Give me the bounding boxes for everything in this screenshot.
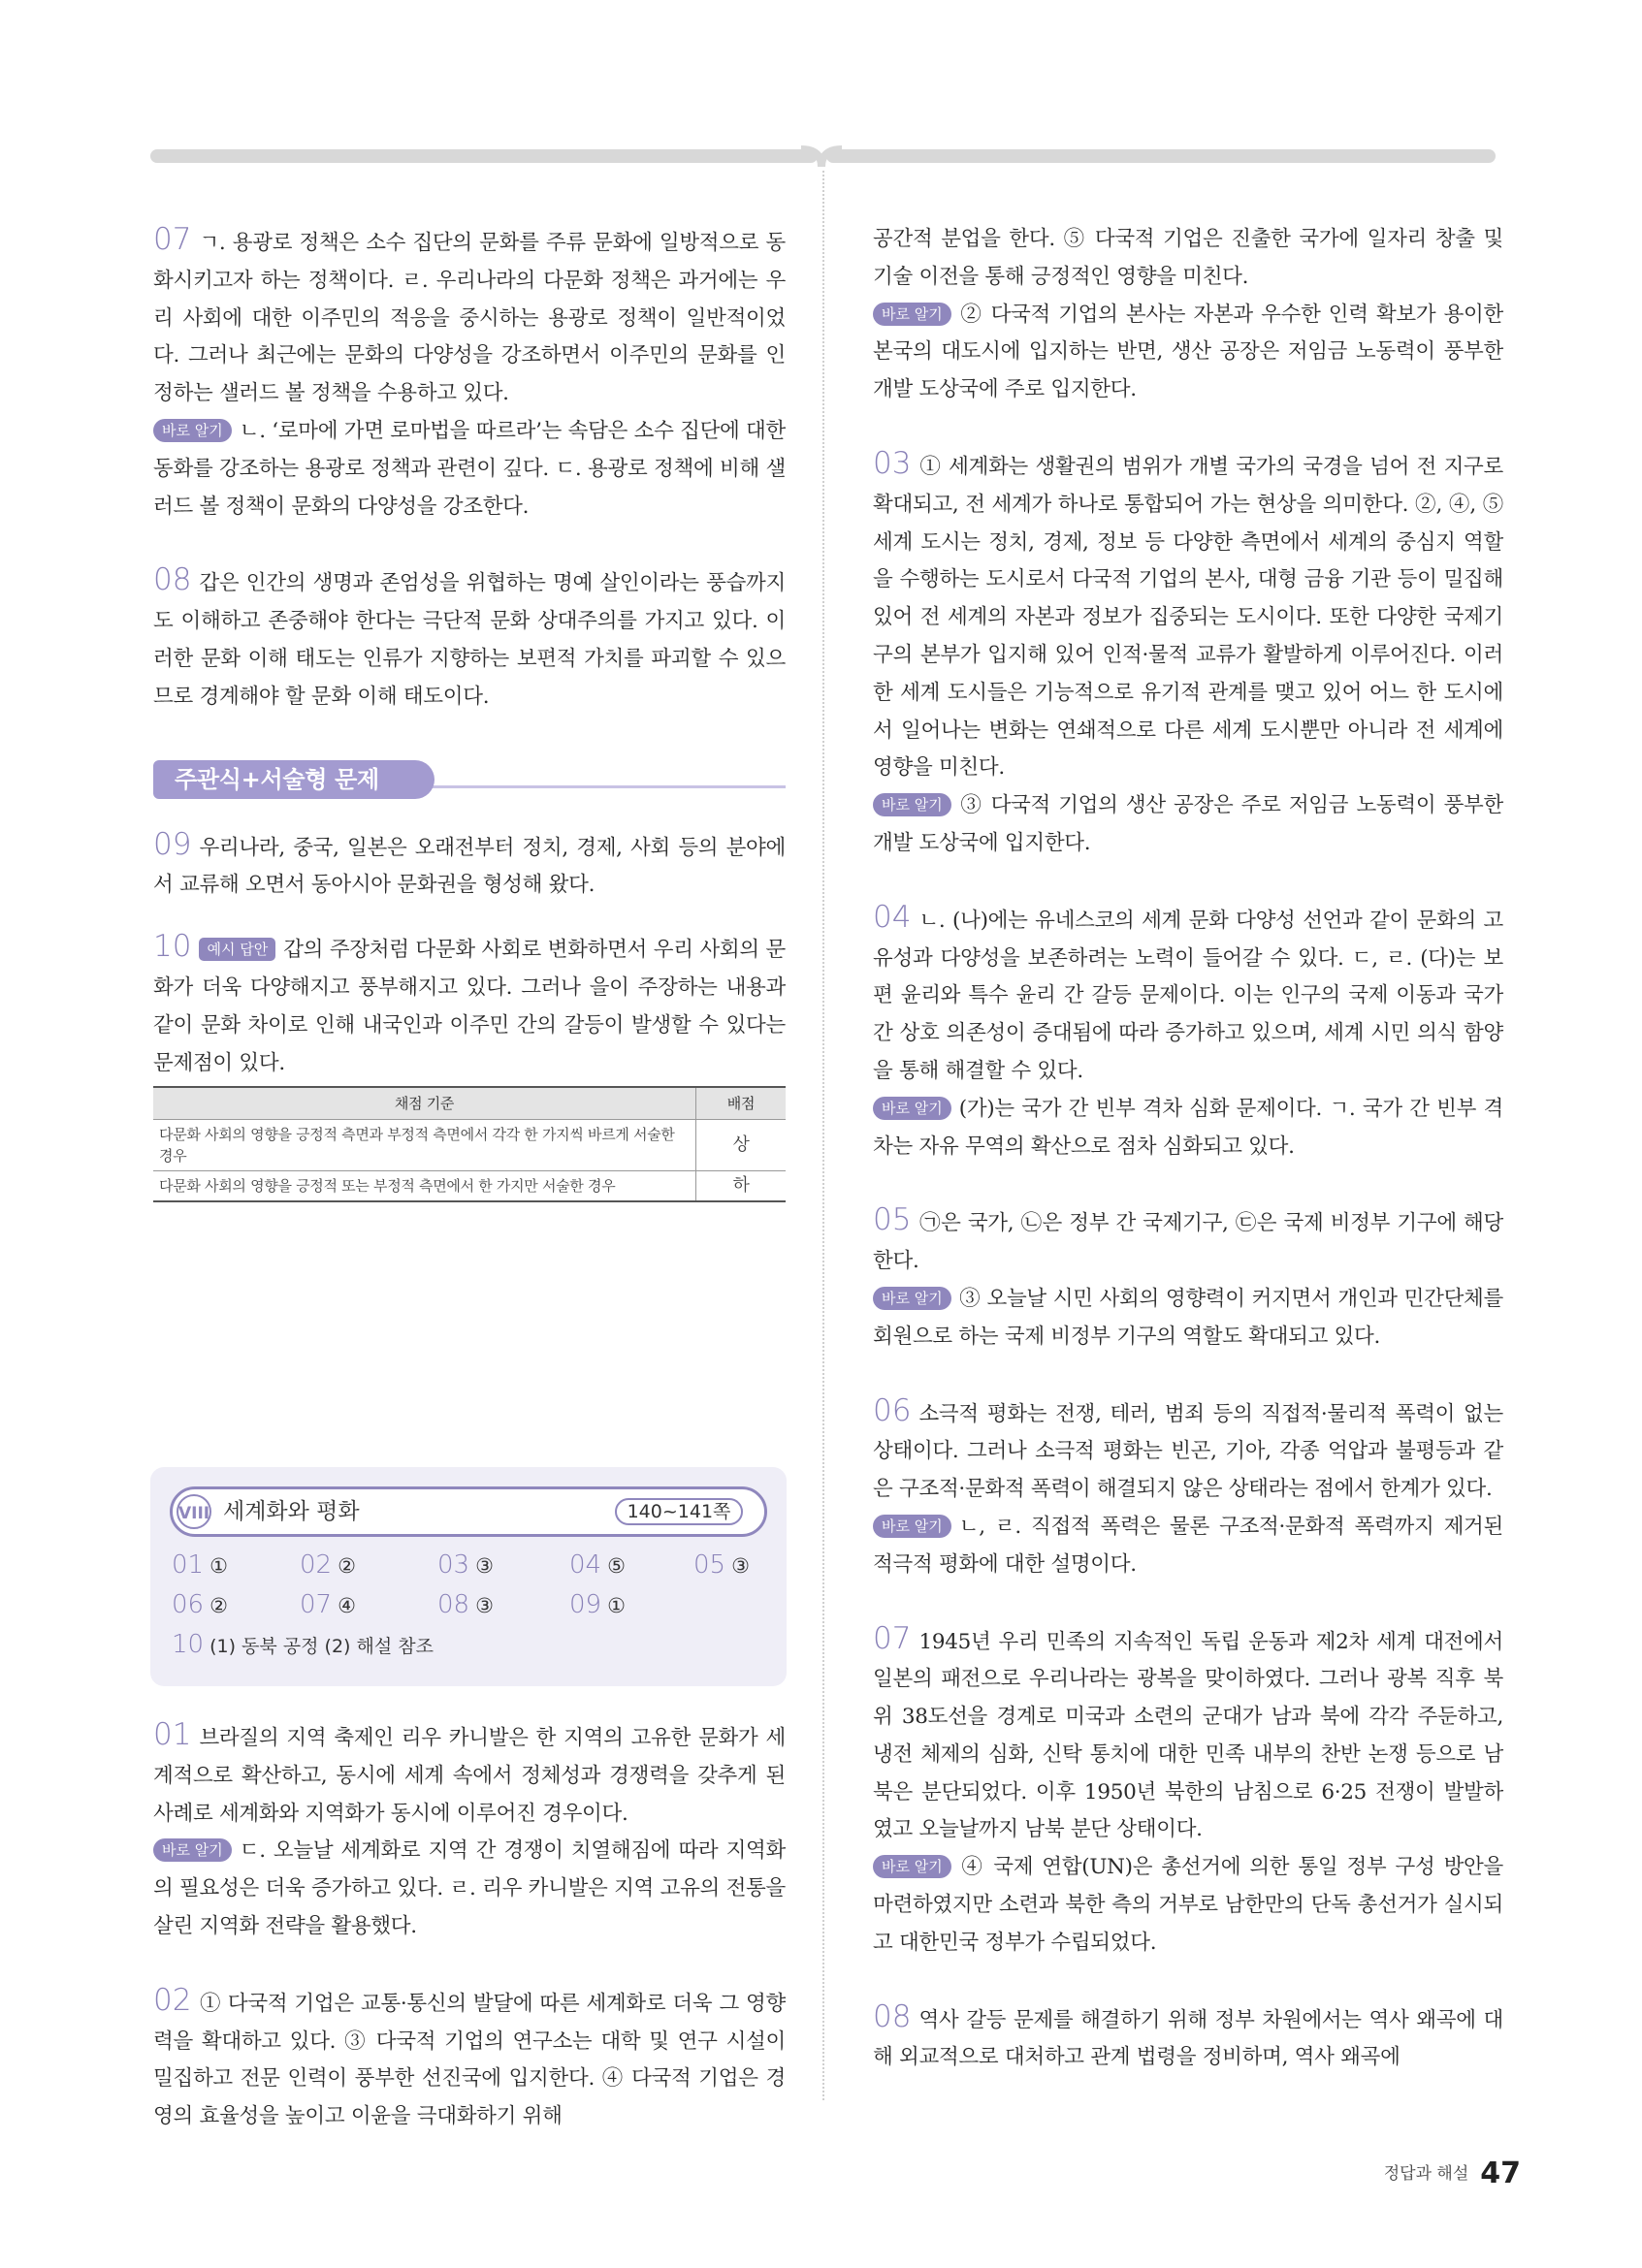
answer-item: 05 ③ — [693, 1550, 750, 1580]
a02-tip — [873, 297, 1503, 409]
a02-tip-text: ② 다국적 기업의 본사는 자본과 우수한 인력 확보가 용이한 본국의 대도시에 입지하는 반면, 생산 공장은 저임금 노동력이 풍부한 개발 도상국에 주로 입지한다. — [873, 302, 1503, 402]
a08-number: 08 — [873, 1998, 912, 2034]
grading-header-criterion: 채점 기준 — [153, 1087, 696, 1120]
a06-tip — [873, 1509, 1503, 1584]
a05-text: ㉠은 국가, ㉡은 정부 간 국제기구, ㉢은 국제 비정부 기구에 해당한다. — [873, 1211, 1503, 1274]
a03-tip-text: ③ 다국적 기업의 생산 공장은 주로 저임금 노동력이 풍부한 개발 도상국에 입지한다. — [873, 793, 1503, 855]
a02-continued — [873, 221, 1503, 297]
answer-item: 03 ③ — [437, 1550, 494, 1580]
a07-tip-badge: 바로 알기 — [873, 1855, 951, 1878]
a01-tip — [153, 1833, 786, 1945]
q07-number: 07 — [153, 222, 192, 257]
a05-tip-badge: 바로 알기 — [873, 1287, 951, 1310]
a01-text: 브라질의 지역 축제인 리우 카니발은 한 지역의 고유한 문화가 세계적으로 확산하고, 동시에 세계 속에서 정체성과 경쟁력을 갖추게 된 사례로 세계화와 지역화가 동시에 이루어진 경우이다. — [153, 1726, 786, 1826]
binding-notch — [801, 145, 842, 169]
page-footer — [1384, 2156, 1521, 2190]
unit-pages: 140~141쪽 — [615, 1498, 743, 1525]
q07-paragraph — [153, 221, 786, 413]
q10-answer-badge: 예시 답안 — [199, 938, 275, 961]
a01-tip-badge: 바로 알기 — [153, 1838, 232, 1862]
grading-grade: 상 — [696, 1120, 787, 1171]
grading-grade: 하 — [696, 1171, 787, 1202]
answer-box-header — [170, 1486, 767, 1537]
a05-tip-text: ③ 오늘날 시민 사회의 영향력이 커지면서 개인과 민간단체를 회원으로 하는 국제 비정부 기구의 역할도 확대되고 있다. — [873, 1286, 1503, 1349]
table-row — [153, 1171, 786, 1202]
top-bar-right — [826, 149, 1496, 163]
answer-item: 07 ④ — [300, 1590, 356, 1619]
a03-text: ① 세계화는 생활권의 범위가 개별 국가의 국경을 넘어 전 지구로 확대되고, 전 세계가 하나로 통합되어 가는 현상을 의미한다. ②, ④, ⑤ 세계 도시는 정치, 경제, 정보 등 다양한 측면에서 세계의 중심지 역할을 수행하는 도시로서 다국적 기업의 본사, 대형 금융 기관 등이 밀집해 있어 전 세계의 자본과 정보가 집중되는 도시이다. 또한 다양한 국제기구의 본부가 입지해 있어 인적·물적 교류가 활발하게 이루어진다. 이러한 세계 도시들은 기능적으로 유기적 관계를 맺고 있어 어느 한 도시에서 일어나는 변화는 연쇄적으로 다른 세계 도시뿐만 아니라 전 세계에 영향을 미친다. — [873, 454, 1503, 781]
a06-tip-badge: 바로 알기 — [873, 1515, 951, 1538]
answer-item: 02 ② — [300, 1550, 356, 1580]
a05-paragraph — [873, 1201, 1503, 1281]
a07-tip-text: ④ 국제 연합(UN)은 총선거에 의한 통일 정부 구성 방안을 마련하였지만 소련과 북한 측의 거부로 남한만의 단독 총선거가 실시되고 대한민국 정부가 수립되었다. — [873, 1855, 1503, 1955]
q10-text: 갑의 주장처럼 다문화 사회로 변화하면서 우리 사회의 문화가 더욱 다양해지고 풍부해지고 있다. 그러나 을이 주장하는 내용과 같이 문화 차이로 인해 내국인과 이주민 간의 갈등이 발생할 수 있다는 문제점이 있다. — [153, 938, 786, 1075]
a04-text: ㄴ. (나)에는 유네스코의 세계 문화 다양성 선언과 같이 문화의 고유성과 다양성을 보존하려는 노력이 들어갈 수 있다. ㄷ, ㄹ. (다)는 보편 윤리와 특수 윤리 간 갈등 문제이다. 이는 인구의 국제 이동과 국가 간 상호 의존성이 증대됨에 따라 증가하고 있으며, 세계 시민 의식 함양을 통해 해결할 수 있다. — [873, 908, 1503, 1083]
a06-paragraph — [873, 1392, 1503, 1509]
answer-item: 09 ① — [569, 1590, 626, 1619]
q08-number: 08 — [153, 562, 192, 598]
a03-paragraph — [873, 445, 1503, 787]
a07-paragraph — [873, 1620, 1503, 1850]
grading-table — [153, 1086, 786, 1202]
q08-paragraph — [153, 561, 786, 716]
top-bar-left — [150, 149, 818, 163]
a01-tip-text: ㄷ. 오늘날 세계화로 지역 간 경쟁이 치열해짐에 따라 지역화의 필요성은 더욱 증가하고 있다. ㄹ. 리우 카니발은 지역 고유의 전통을 살린 지역화 전략을 활용했다. — [153, 1838, 786, 1938]
a06-number: 06 — [873, 1392, 912, 1428]
left-column — [153, 221, 786, 1202]
grading-header-grade: 배점 — [696, 1087, 787, 1120]
answer-summary-box — [150, 1467, 787, 1686]
column-divider — [822, 171, 824, 2100]
a01-number: 01 — [153, 1717, 192, 1752]
q10-number: 10 — [153, 929, 192, 965]
q07-tip-text: ㄴ. ‘로마에 가면 로마법을 따르라’는 속담은 소수 집단에 대한 동화를 강조하는 용광로 정책과 관련이 깊다. ㄷ. 용광로 정책에 비해 샐러드 볼 정책이 문화의 다양성을 강조한다. — [153, 418, 786, 519]
a04-number: 04 — [873, 899, 912, 935]
a04-tip-badge: 바로 알기 — [873, 1097, 951, 1120]
footer-label: 정답과 해설 — [1383, 2164, 1469, 2184]
answer-item: 10 (1) 동북 공정 (2) 해설 참조 — [172, 1630, 434, 1659]
a07-text: 1945년 우리 민족의 지속적인 독립 운동과 제2차 세계 대전에서 일본의 패전으로 우리나라는 광복을 맞이하였다. 그러나 광복 직후 북위 38도선을 경계로 미국과 소련의 군대가 남과 북에 각각 주둔하고, 냉전 체제의 심화, 신탁 통치에 대한 민족 내부의 찬반 논쟁 등으로 남북은 분단되었다. 이후 1950년 북한의 남침으로 6·25 전쟁이 발발하였고 오늘날까지 남북 분단 상태이다. — [873, 1629, 1503, 1842]
section-heading-label: 주관식+서술형 문제 — [153, 760, 435, 799]
a02-paragraph — [153, 1982, 786, 2136]
a05-tip — [873, 1281, 1503, 1357]
a02-number: 02 — [153, 1982, 192, 2018]
a04-paragraph — [873, 899, 1503, 1091]
a04-tip-text: (가)는 국가 간 빈부 격차 심화 문제이다. ㄱ. 국가 간 빈부 격차는 자유 무역의 확산으로 점차 심화되고 있다. — [873, 1096, 1503, 1159]
a07-number: 07 — [873, 1620, 912, 1656]
answer-item: 08 ③ — [437, 1590, 494, 1619]
right-column — [873, 221, 1503, 2077]
q07-tip — [153, 413, 786, 526]
grading-criterion: 다문화 사회의 영향을 긍정적 측면과 부정적 측면에서 각각 한 가지씩 바르게 서술한 경우 — [153, 1120, 696, 1171]
a04-tip — [873, 1091, 1503, 1166]
q08-text: 갑은 인간의 생명과 존엄성을 위협하는 명예 살인이라는 풍습까지도 이해하고 존중해야 한다는 극단적 문화 상대주의를 가지고 있다. 이러한 문화 이해 태도는 인류가 지향하는 보편적 가치를 파괴할 수 있으므로 경계해야 할 문화 이해 태도이다. — [153, 571, 786, 709]
answer-item: 06 ② — [172, 1590, 228, 1619]
a08-paragraph — [873, 1998, 1503, 2078]
a08-text: 역사 갈등 문제를 해결하기 위해 정부 차원에서는 역사 왜곡에 대해 외교적으로 대처하고 관계 법령을 정비하며, 역사 왜곡에 — [873, 2007, 1503, 2070]
q07-text: ㄱ. 용광로 정책은 소수 집단의 문화를 주류 문화에 일방적으로 동화시키고자 하는 정책이다. ㄹ. 우리나라의 다문화 정책은 과거에는 우리 사회에 대한 이주민의 적응을 중시하는 용광로 정책이 일반적이었다. 그러나 최근에는 문화의 다양성을 강조하면서 이주민의 문화를 인정하는 샐러드 볼 정책을 수용하고 있다. — [153, 231, 786, 406]
left-column-lower — [153, 1716, 786, 2136]
a07-tip — [873, 1849, 1503, 1962]
a02-tip-badge: 바로 알기 — [873, 303, 951, 326]
page-number: 47 — [1480, 2156, 1521, 2190]
section-heading — [153, 760, 786, 805]
section-heading-line — [415, 785, 786, 788]
q07-tip-badge: 바로 알기 — [153, 419, 232, 442]
a03-tip — [873, 787, 1503, 863]
unit-numeral: VIII — [177, 1494, 211, 1529]
q09-number: 09 — [153, 826, 192, 862]
grading-criterion: 다문화 사회의 영향을 긍정적 또는 부정적 측면에서 한 가지만 서술한 경우 — [153, 1171, 696, 1202]
a01-paragraph — [153, 1716, 786, 1833]
table-row — [153, 1120, 786, 1171]
a06-text: 소극적 평화는 전쟁, 테러, 범죄 등의 직접적·물리적 폭력이 없는 상태이다. 그러나 소극적 평화는 빈곤, 기아, 각종 억압과 불평등과 같은 구조적·문화적 폭력이 해결되지 않은 상태라는 점에서 한계가 있다. — [873, 1401, 1503, 1502]
a03-number: 03 — [873, 445, 912, 481]
a06-tip-text: ㄴ, ㄹ. 직접적 폭력은 물론 구조적·문화적 폭력까지 제거된 적극적 평화에 대한 설명이다. — [873, 1514, 1503, 1577]
unit-title: 세계화와 평화 — [223, 1499, 360, 1524]
a02-text: ① 다국적 기업은 교통·통신의 발달에 따른 세계화로 더욱 그 영향력을 확대하고 있다. ③ 다국적 기업의 연구소는 대학 및 연구 시설이 밀집하고 전문 인력이 풍부한 선진국에 입지한다. ④ 다국적 기업은 경영의 효율성을 높이고 이윤을 극대화하기 위해 — [153, 1991, 786, 2129]
a02-cont-text: 공간적 분업을 한다. ⑤ 다국적 기업은 진출한 국가에 일자리 창출 및 기술 이전을 통해 긍정적인 영향을 미친다. — [873, 227, 1503, 289]
a05-number: 05 — [873, 1202, 912, 1238]
q09-text: 우리나라, 중국, 일본은 오래전부터 정치, 경제, 사회 등의 분야에서 교류해 오면서 동아시아 문화권을 형성해 왔다. — [153, 835, 786, 898]
a03-tip-badge: 바로 알기 — [873, 793, 951, 816]
q09-paragraph — [153, 826, 786, 906]
answer-item: 01 ① — [172, 1550, 228, 1580]
answer-item: 04 ⑤ — [569, 1550, 626, 1580]
q10-paragraph — [153, 928, 786, 1082]
